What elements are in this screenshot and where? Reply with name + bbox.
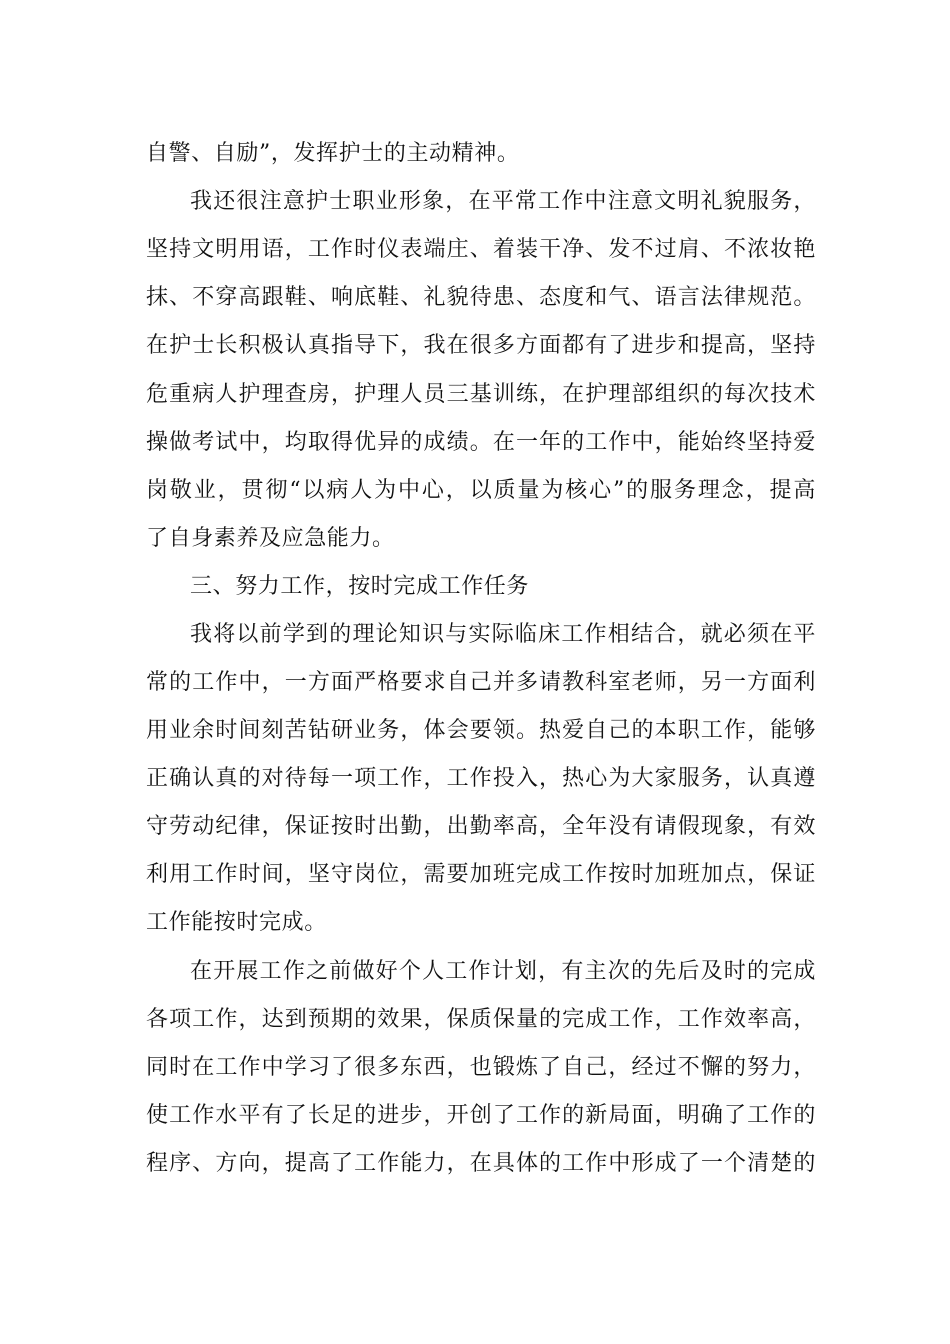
text-line: 工作能按时完成。 bbox=[146, 910, 327, 935]
text-line: 正确认真的对待每一项工作，工作投入，热心为大家服务，认真遵 bbox=[146, 766, 816, 791]
section-heading: 三、努力工作，按时完成工作任务 bbox=[190, 574, 530, 599]
text-line: 用业余时间刻苦钻研业务，体会要领。热爱自己的本职工作，能够 bbox=[146, 718, 816, 743]
text-line: 常的工作中，一方面严格要求自己并多请教科室老师，另一方面利 bbox=[146, 670, 816, 695]
text-line: 危重病人护理查房，护理人员三基训练，在护理部组织的每次技术 bbox=[146, 382, 816, 407]
text-line: 自警、自励”，发挥护士的主动精神。 bbox=[146, 141, 520, 166]
text-line: 岗敬业，贯彻“以病人为中心，以质量为核心”的服务理念，提高 bbox=[146, 478, 816, 503]
text-line: 程序、方向，提高了工作能力，在具体的工作中形成了一个清楚的 bbox=[146, 1151, 816, 1176]
text-line: 操做考试中，均取得优异的成绩。在一年的工作中，能始终坚持爱 bbox=[146, 430, 816, 455]
text-line: 使工作水平有了长足的进步，开创了工作的新局面，明确了工作的 bbox=[146, 1103, 816, 1128]
text-line: 同时在工作中学习了很多东西，也锻炼了自己，经过不懈的努力， bbox=[146, 1055, 816, 1080]
text-line: 守劳动纪律，保证按时出勤，出勤率高，全年没有请假现象，有效 bbox=[146, 814, 816, 839]
paragraph-first-line: 我将以前学到的理论知识与实际临床工作相结合，就必须在平 bbox=[190, 622, 816, 647]
text-line: 在护士长积极认真指导下，我在很多方面都有了进步和提高，坚持 bbox=[146, 333, 816, 358]
paragraph-first-line: 我还很注意护士职业形象，在平常工作中注意文明礼貌服务， bbox=[190, 189, 816, 214]
text-line: 坚持文明用语，工作时仪表端庄、着装干净、发不过肩、不浓妆艳 bbox=[146, 237, 816, 262]
text-line: 抹、不穿高跟鞋、响底鞋、礼貌待患、态度和气、语言法律规范。 bbox=[146, 285, 816, 310]
text-line: 各项工作，达到预期的效果，保质保量的完成工作，工作效率高， bbox=[146, 1007, 816, 1032]
text-line: 了自身素养及应急能力。 bbox=[146, 526, 395, 551]
paragraph-first-line: 在开展工作之前做好个人工作计划，有主次的先后及时的完成 bbox=[190, 959, 816, 984]
text-line: 利用工作时间，坚守岗位，需要加班完成工作按时加班加点，保证 bbox=[146, 862, 816, 887]
